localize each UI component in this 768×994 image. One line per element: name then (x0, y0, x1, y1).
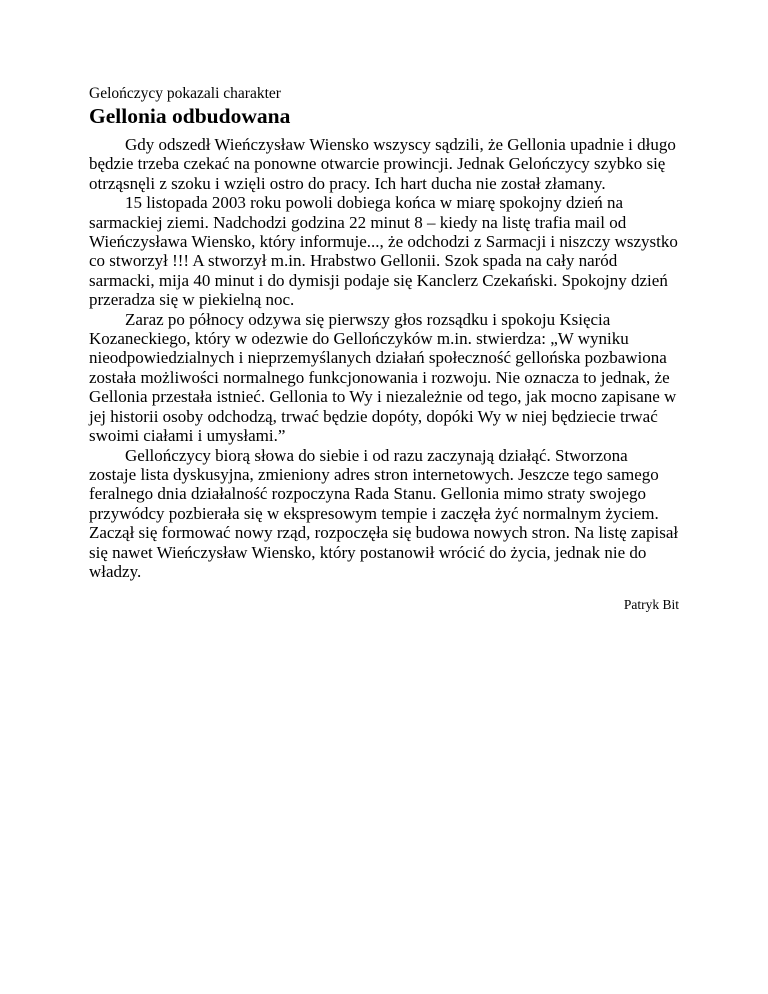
article-author: Patryk Bit (623, 597, 679, 613)
article-body (89, 135, 679, 581)
article-paragraph: 15 listopada 2003 roku powoli dobiega końca w miarę spokojny dzień na sarmackiej ziemi. Nadchodzi godzina 22 minut 8 – kiedy na listę trafia mail od Wieńczysława Wiensko, który informuje..., że odchodzi z Sarmacji i niszczy wszystko co stworzył !!! A stworzył m.in. Hrabstwo Gellonii. Szok spada na cały naród sarmacki, mija 40 minut i do dymisji podaje się Kanclerz Czekański. Spokojny dzień przeradza się w piekielną noc. (89, 193, 678, 310)
article-paragraph: Gdy odszedł Wieńczysław Wiensko wszyscy sądzili, że Gellonia upadnie i długo będzie trzeba czekać na ponowne otwarcie prowincji. Jednak Gelończycy szybko się otrząsnęli z szoku i wzięli ostro do pracy. Ich hart ducha nie został złamany. (89, 135, 676, 193)
article-paragraph: Zaraz po północy odzywa się pierwszy głos rozsądku i spokoju Księcia Kozaneckiego, który w odezwie do Gellończyków m.in. stwierdza: „W wyniku nieodpowiedzialnych i nieprzemyślanych działań społeczność gellońska pozbawiona została możliwości normalnego funkcjonowania i rozwoju. Nie oznacza to jednak, że Gellonia przestała istnieć. Gellonia to Wy i niezależnie od tego, jak mocno zapisane w jej historii osoby odchodzą, trwać będzie dopóty, dopóki Wy w niej będziecie trwać swoimi ciałami i umysłami.” (89, 309, 677, 446)
article-kicker: Gelończycy pokazali charakter (89, 85, 281, 102)
article-headline: Gellonia odbudowana (89, 104, 291, 128)
article-paragraph: Gellończycy biorą słowa do siebie i od razu zaczynają działąć. Stworzona zostaje lista dyskusyjna, zmieniony adres stron internetowych. Jeszcze tego samego feralnego dnia działalność rozpoczyna Rada Stanu. Gellonia mimo straty swojego przywódcy pozbierała się w ekspresowym tempie i zaczęła żyć normalnym życiem. Zaczął się formować nowy rząd, rozpoczęła się budowa nowych stron. Na listę zapisał się nawet Wieńczysław Wiensko, który postanowił wrócić do życia, jednak nie do władzy. (89, 445, 679, 581)
article (89, 84, 679, 613)
